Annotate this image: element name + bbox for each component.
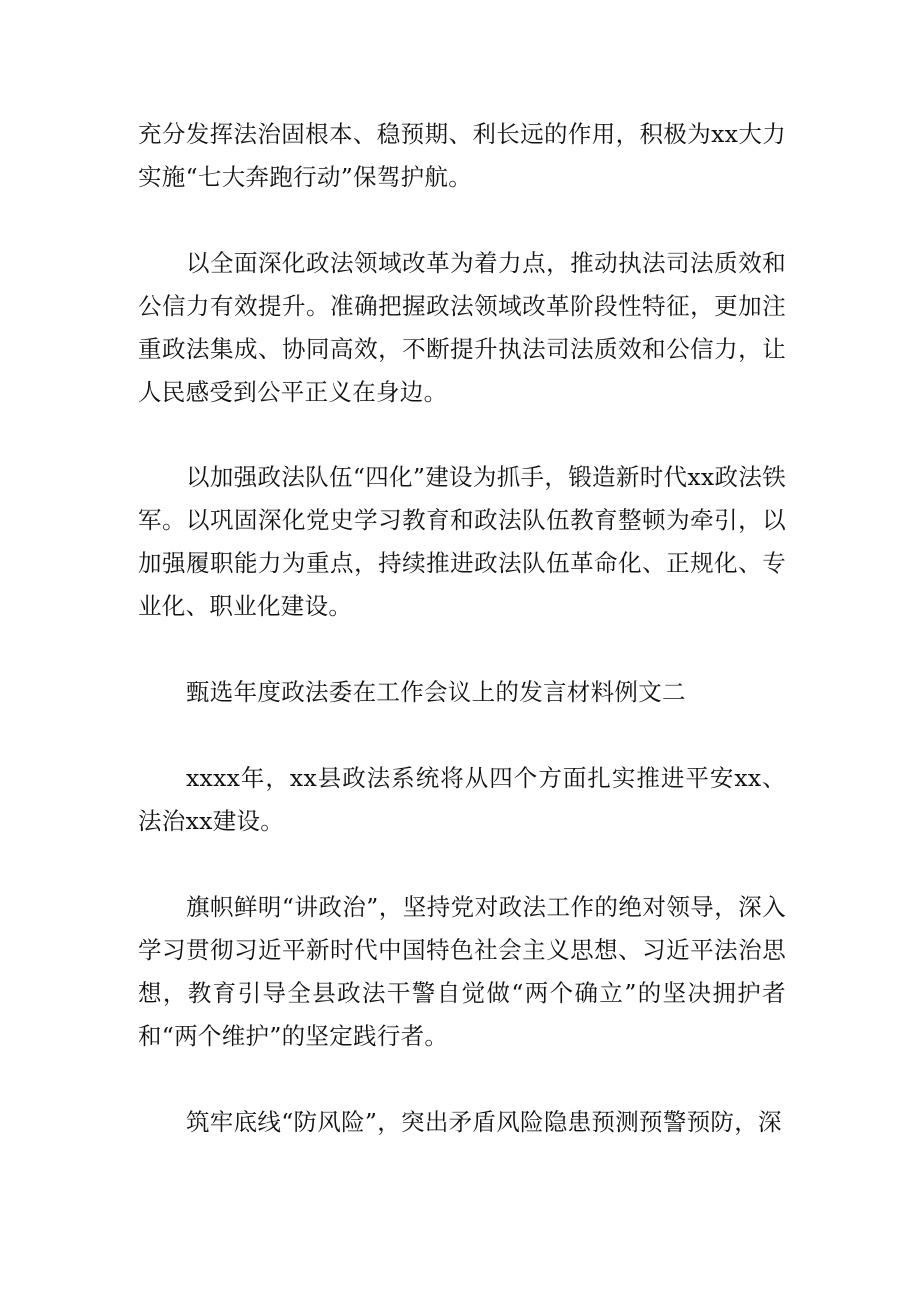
paragraph-team-building: 以加强政法队伍“四化”建设为抓手，锻造新时代xx政法铁军。以巩固深化党史学习教育和政法队伍教育整顿为牵引，以加强履职能力为重点，持续推进政法队伍革命化、正规化、专业化、职业化建设。 — [138, 463, 786, 620]
paragraph-risk-prevention: 筑牢底线“防风险”，突出矛盾风险隐患预测预警预防，深 — [186, 1108, 782, 1136]
paragraph-politics: 旗帜鲜明“讲政治”，坚持党对政法工作的绝对领导，深入学习贯彻习近平新时代中国特色社会主义思想、习近平法治思想，教育引导全县政法干警自觉做“两个确立”的坚决拥护者和“两个维护”的坚定践行者。 — [138, 893, 786, 1050]
paragraph-four-aspects: xxxx年，xx县政法系统将从四个方面扎实推进平安xx、法治xx建设。 — [138, 764, 786, 835]
paragraph-reform: 以全面深化政法领域改革为着力点，推动执法司法质效和公信力有效提升。准确把握政法领域改革阶段性特征，更加注重政法集成、协同高效，不断提升执法司法质效和公信力，让人民感受到公平正义在身边。 — [138, 249, 786, 406]
paragraph-rule-of-law: 充分发挥法治固根本、稳预期、利长远的作用，积极为xx大力实施“七大奔跑行动”保驾护航。 — [138, 120, 786, 191]
section-heading-example-two: 甄选年度政法委在工作会议上的发言材料例文二 — [186, 678, 686, 706]
